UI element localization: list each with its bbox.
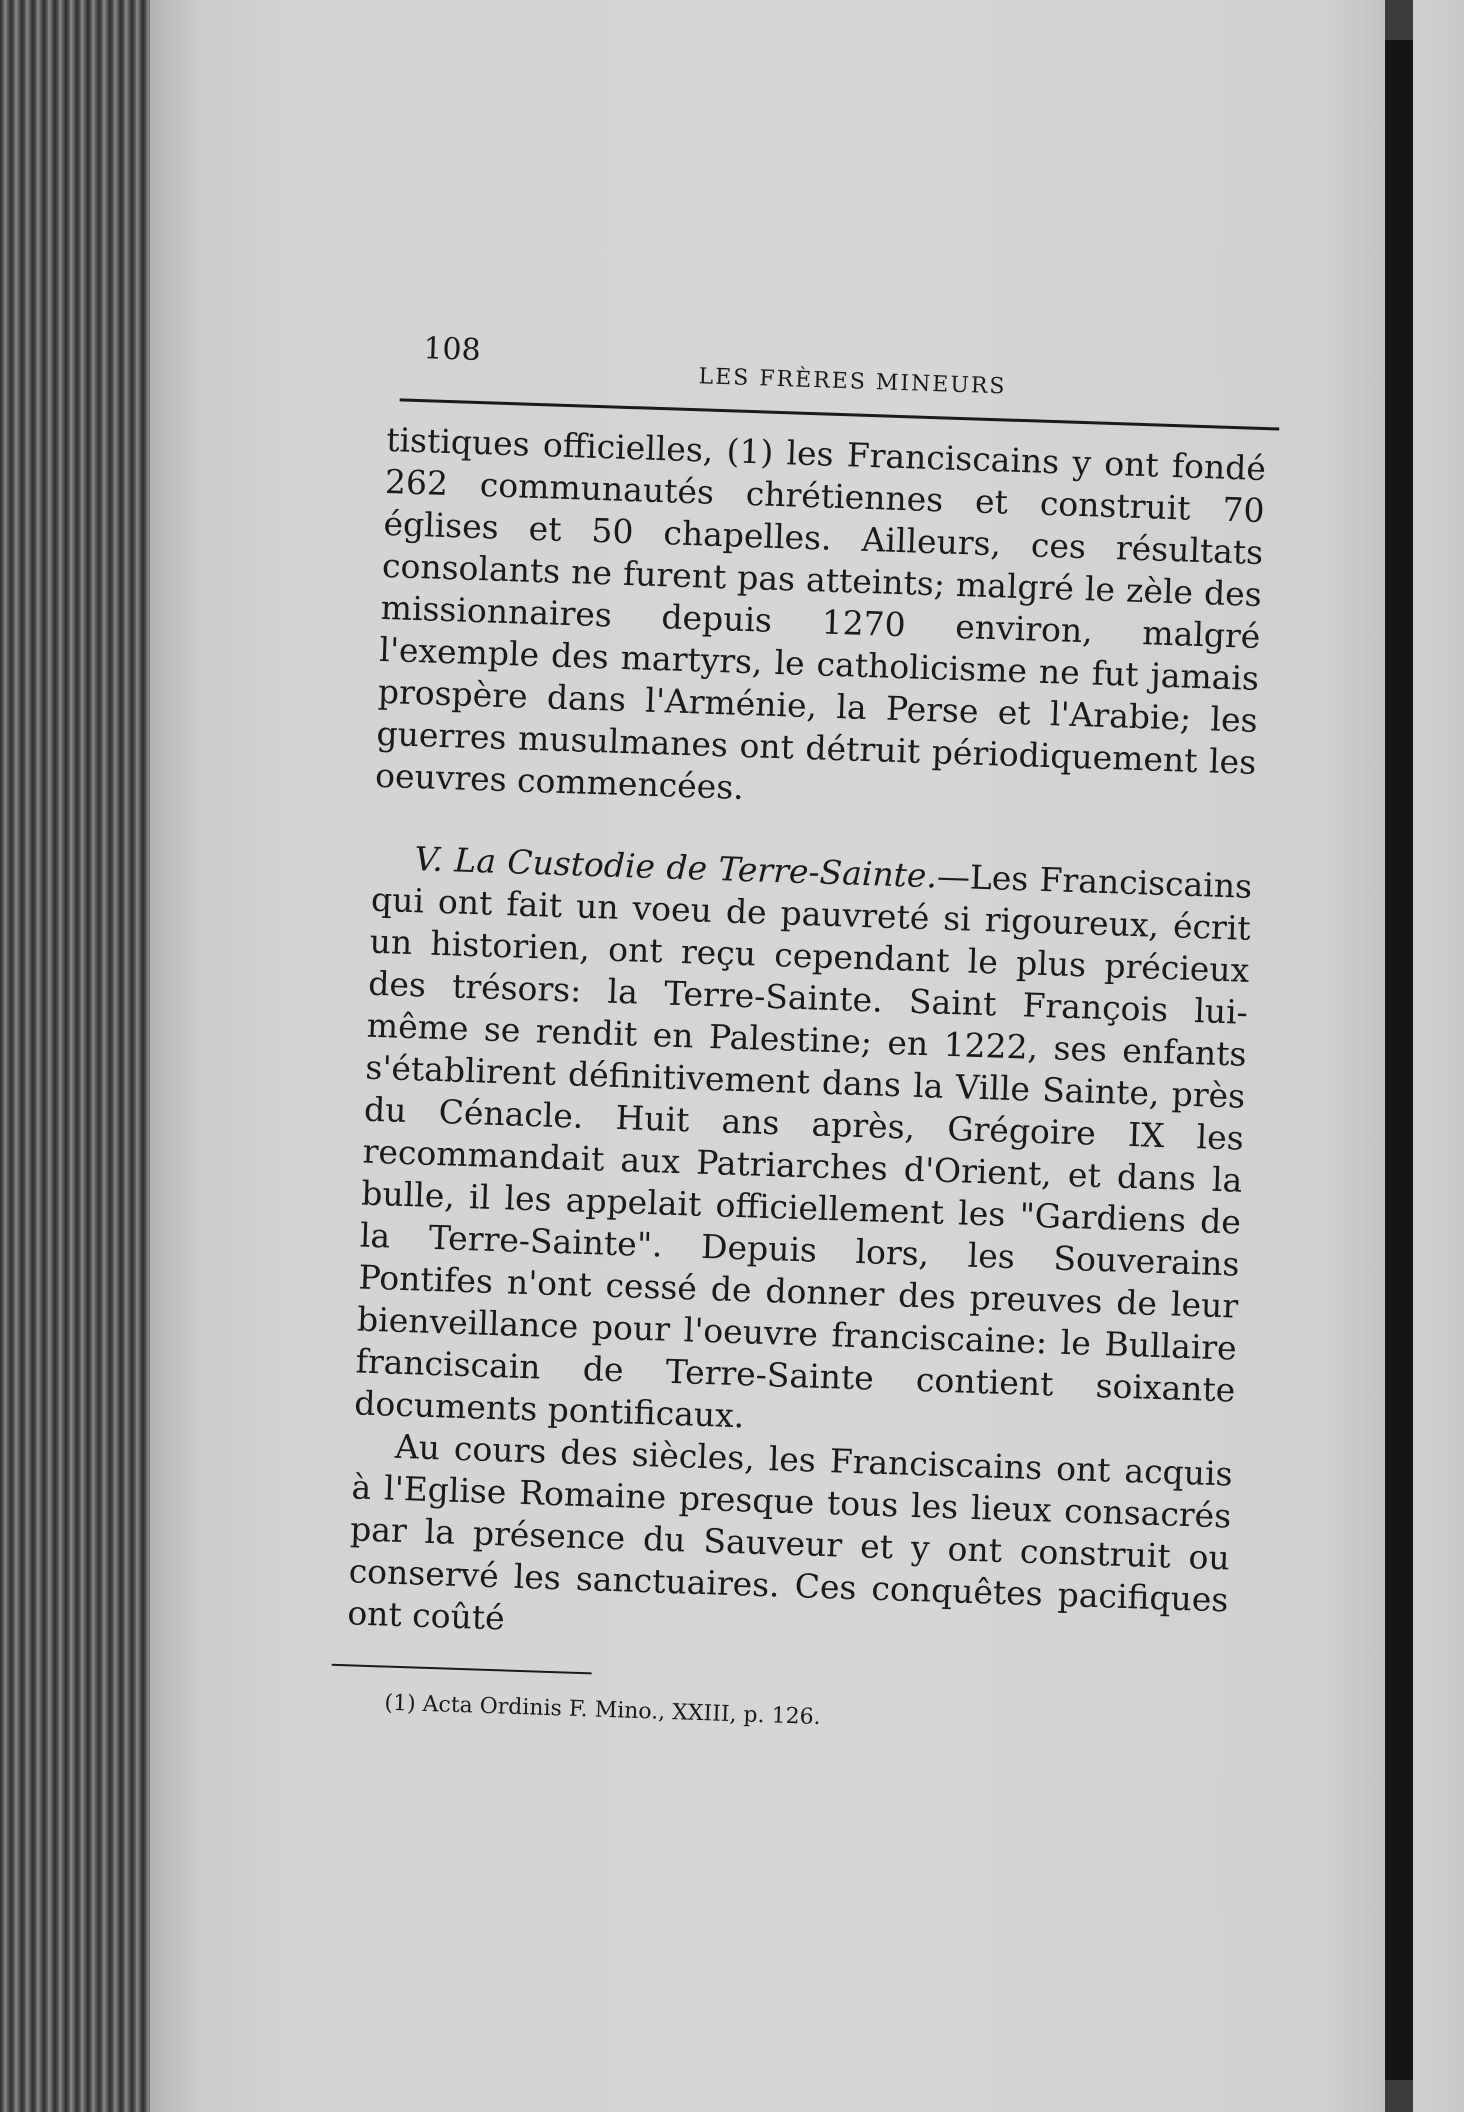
section-heading: V. La Custodie de Terre-Sainte. [413,839,938,896]
page-number: 108 [422,331,482,369]
footnote: (1) Acta Ordinis F. Mino., XXIII, p. 126. [384,1690,821,1731]
footnote-rule [332,1664,592,1675]
paragraph-2 [354,837,1253,1454]
paragraph-3: Au cours des siècles, les Franciscains ont acquis à l'Eglise Romaine presque tous les lieux consacrés par la présence du Sauveur et y ont construit ou conservé les sanctuaires. Ces conquêtes pacifiques ont coûté [346,1426,1234,1638]
body-text [347,419,1267,1664]
facing-page-edge [1413,0,1464,2112]
gutter-shadow [1385,40,1413,2080]
running-title: LES FRÈRES MINEURS [698,364,1007,400]
page-edges [0,0,150,2112]
page-content [344,330,1289,1746]
paragraph-1: tistiques officielles, (1) les Franciscains y ont fondé 262 communautés chrétiennes et construit 70 églises et 50 chapelles. Ailleurs, ces résultats consolants ne furent pas atteints; malgré le zèle des missionnaires depuis 1270 environ, malgré l'exemple des martyrs, le catholicisme ne fut jamais prospère dans l'Arménie, la Perse et l'Arabie; les guerres musulmanes ont détruit périodiquement les oeuvres commencées. [374,419,1267,807]
paragraph-2-text: —Les Franciscains qui ont fait un voeu de pauvreté si rigoureux, écrit un historien, ont reçu cependant le plus précieux des trésors: la Terre-Sainte. Saint François lui-même se rendit en Palestine; en 1222, ses enfants s'établirent définitivement dans la Ville Sainte, près du Cénacle. Huit ans après, Grégoire IX les recommandait aux Patriarches d'Orient, et dans la bulle, il les appelait officiellement les "Gardiens de la Terre-Sainte". Depuis lors, les Souverains Pontifes n'ont cessé de donner des preuves de leur bienveillance pour l'oeuvre franciscaine: le Bullaire franciscain de Terre-Sainte contient soixante documents pontificaux. [353,856,1253,1436]
